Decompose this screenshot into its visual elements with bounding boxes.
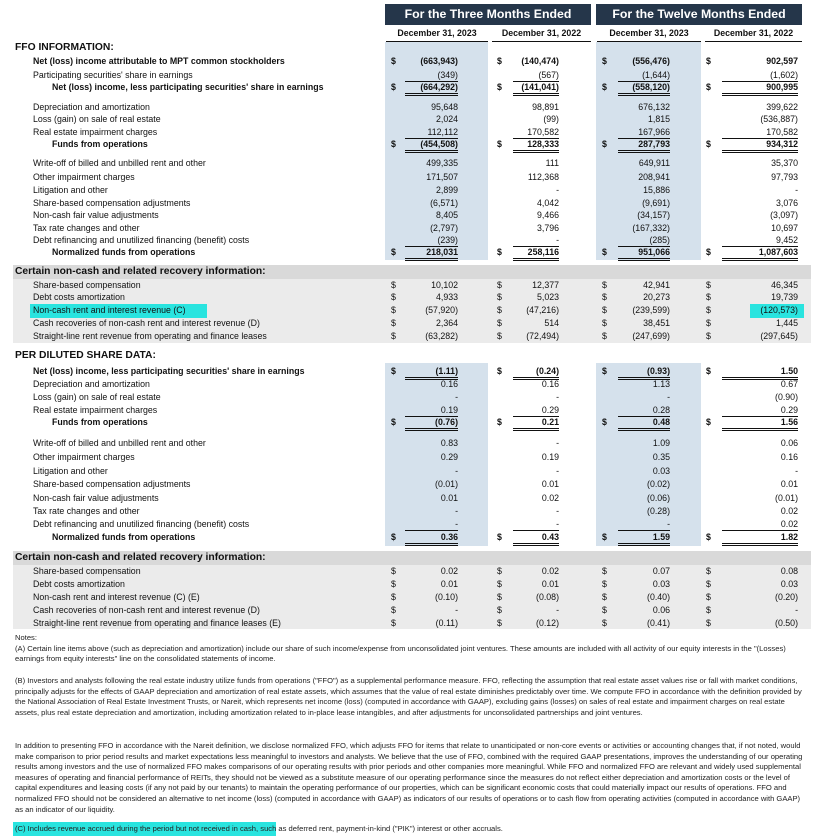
dollar-sign: $: [706, 618, 711, 628]
row-value: 0.43: [513, 532, 559, 546]
section-recovery-info-2: Certain non-cash and related recovery information:: [15, 552, 266, 563]
row-label: Participating securities' share in earnings: [33, 70, 193, 80]
row-value: -: [795, 466, 798, 476]
row-value: 0.02: [722, 519, 798, 531]
row-value: (34,157): [637, 210, 670, 220]
row-label: Normalized funds from operations: [52, 532, 196, 542]
dollar-sign: $: [391, 247, 396, 257]
row-value: (9,691): [642, 198, 670, 208]
row-value: 0.67: [780, 379, 798, 389]
row-value: -: [556, 605, 559, 615]
row-value: (47,216): [526, 305, 559, 315]
row-value: 4,933: [435, 292, 458, 302]
dollar-sign: $: [391, 280, 396, 290]
row-label: Net (loss) income attributable to MPT common stockholders: [33, 56, 285, 66]
row-value: 15,886: [643, 185, 670, 195]
row-value: (567): [513, 70, 559, 82]
dollar-sign: $: [391, 592, 396, 602]
row-value: 514: [544, 318, 559, 328]
row-value: 0.83: [440, 438, 458, 448]
row-value: 1.59: [618, 532, 670, 546]
dollar-sign: $: [497, 417, 502, 427]
dollar-sign: $: [391, 579, 396, 589]
dollar-sign: $: [602, 82, 607, 92]
row-value: -: [667, 392, 670, 402]
dollar-sign: $: [391, 56, 396, 66]
row-value: (0.24): [513, 366, 559, 380]
row-value: 0.28: [618, 405, 670, 417]
row-value: 1.82: [722, 532, 798, 546]
dollar-sign: $: [497, 280, 502, 290]
row-label: Non-cash rent and interest revenue (C) (E): [33, 592, 200, 602]
dollar-sign: $: [706, 366, 711, 376]
row-value: (0.06): [647, 493, 670, 503]
row-label: Litigation and other: [33, 185, 108, 195]
row-label: Net (loss) income, less participating securities' share in earnings: [52, 82, 324, 92]
row-label: Litigation and other: [33, 466, 108, 476]
row-value: (0.41): [647, 618, 670, 628]
row-value: (0.02): [647, 479, 670, 489]
dollar-sign: $: [391, 566, 396, 576]
row-value: 20,273: [643, 292, 670, 302]
row-value: (297,645): [760, 331, 798, 341]
row-value: 10,102: [431, 280, 458, 290]
row-value: (6,571): [430, 198, 458, 208]
header-twelve-months: For the Twelve Months Ended: [596, 4, 802, 25]
row-value: -: [556, 506, 559, 516]
dollar-sign: $: [706, 139, 711, 149]
row-value: 0.03: [652, 466, 670, 476]
row-value: 1.13: [652, 379, 670, 389]
row-value: 0.21: [513, 417, 559, 431]
row-value: (57,920): [425, 305, 458, 315]
note-b-block: [15, 676, 805, 718]
row-label: Debt costs amortization: [33, 579, 125, 589]
row-value: (454,508): [405, 139, 458, 153]
row-value: 95,648: [431, 102, 458, 112]
note-b: (B) Investors and analysts following the real estate industry utilize funds from operations ("FFO") as a supplemental performance measure. FFO, reflecting the assumption that real estate asset values rise or fall with market conditions, principally adjusts for the effects of GAAP depreciation and amortization of real estate assets, which assumes that the value of real estate diminishes predictably over time. We compute FFO in accordance with the definition provided by the National Association of Real Estate Investment Trusts, or Nareit, which represents net income (loss) (computed in accordance with GAAP), excluding gains (losses) on sales of real estate and impairment charges on real estate assets, plus real estate depreciation and amortization, including amortization related to in-place lease intangibles, and after adjustments for unconsolidated partnerships and joint ventures.: [15, 676, 802, 717]
dollar-sign: $: [391, 82, 396, 92]
dollar-sign: $: [602, 579, 607, 589]
row-value: 2,899: [435, 185, 458, 195]
row-label: Loss (gain) on sale of real estate: [33, 392, 161, 402]
note-ffo-block: [15, 741, 805, 815]
col-header-3: December 31, 2023: [597, 26, 701, 42]
row-value: -: [455, 392, 458, 402]
row-label: Real estate impairment charges: [33, 127, 158, 137]
row-value: 0.02: [780, 506, 798, 516]
row-value: 0.19: [405, 405, 458, 417]
row-label: Debt costs amortization: [33, 292, 125, 302]
row-value: (0.01): [775, 493, 798, 503]
row-value: (3,097): [770, 210, 798, 220]
row-label: Funds from operations: [52, 417, 148, 427]
row-value: 0.16: [440, 379, 458, 389]
dollar-sign: $: [706, 605, 711, 615]
row-value: 0.02: [541, 566, 559, 576]
row-value: 0.08: [780, 566, 798, 576]
row-label: Other impairment charges: [33, 452, 135, 462]
row-value: 0.03: [652, 579, 670, 589]
note-c-highlight: (C) Includes revenue accrued during the period but not received in cash,: [15, 824, 259, 833]
row-value: 0.29: [440, 452, 458, 462]
row-label: Loss (gain) on sale of real estate: [33, 114, 161, 124]
dollar-sign: $: [391, 417, 396, 427]
row-value: 35,370: [771, 158, 798, 168]
dollar-sign: $: [391, 139, 396, 149]
row-value: (0.76): [405, 417, 458, 431]
dollar-sign: $: [391, 532, 396, 542]
row-value: (141,041): [513, 82, 559, 96]
dollar-sign: $: [706, 292, 711, 302]
row-value: 0.02: [440, 566, 458, 576]
dollar-sign: $: [391, 292, 396, 302]
row-value: (0.90): [775, 392, 798, 402]
row-label: Share-based compensation adjustments: [33, 479, 191, 489]
row-value: 0.07: [652, 566, 670, 576]
row-value: (72,494): [526, 331, 559, 341]
row-value: (285): [618, 235, 670, 247]
dollar-sign: $: [706, 417, 711, 427]
row-value: -: [795, 605, 798, 615]
row-label: Straight-line rent revenue from operating and finance leases: [33, 331, 267, 341]
row-label: Debt refinancing and unutilized financing (benefit) costs: [33, 235, 250, 245]
row-value: -: [795, 185, 798, 195]
row-label: Write-off of billed and unbilled rent and other: [33, 438, 206, 448]
dollar-sign: $: [602, 318, 607, 328]
row-label: Share-based compensation: [33, 566, 141, 576]
dollar-sign: $: [602, 566, 607, 576]
dollar-sign: $: [706, 592, 711, 602]
row-label: Straight-line rent revenue from operating and finance leases (E): [33, 618, 281, 628]
row-value: 218,031: [405, 247, 458, 261]
row-value: 97,793: [771, 172, 798, 182]
row-value: 0.03: [780, 579, 798, 589]
dollar-sign: $: [706, 247, 711, 257]
row-value: -: [556, 466, 559, 476]
dollar-sign: $: [497, 305, 502, 315]
dollar-sign: $: [497, 331, 502, 341]
row-value: 0.19: [541, 452, 559, 462]
dollar-sign: $: [602, 247, 607, 257]
row-value: 1.56: [722, 417, 798, 431]
row-value: 0.06: [780, 438, 798, 448]
row-value: 902,597: [766, 56, 798, 66]
row-value: (0.01): [435, 479, 458, 489]
row-value: 399,622: [766, 102, 798, 112]
row-value: (0.08): [536, 592, 559, 602]
dollar-sign: $: [497, 318, 502, 328]
row-value: 649,911: [638, 158, 670, 168]
row-value: (1,644): [618, 70, 670, 82]
dollar-sign: $: [391, 305, 396, 315]
row-value: 112,112: [405, 127, 458, 139]
row-value: (0.10): [435, 592, 458, 602]
row-value: (0.40): [647, 592, 670, 602]
row-value: 0.01: [440, 493, 458, 503]
note-a: (A) Certain line items above (such as depreciation and amortization) include our share of such income/expense from unconsolidated joint ventures. These amounts are included with all activity of our equity interests in the "(Losses) earnings from equity interests" line on the consolidated statements of income.: [15, 643, 786, 664]
row-value: (0.12): [536, 618, 559, 628]
row-value: 4,042: [536, 198, 559, 208]
row-value: (120,573): [760, 305, 798, 315]
row-label: Depreciation and amortization: [33, 379, 150, 389]
row-label: Depreciation and amortization: [33, 102, 150, 112]
dollar-sign: $: [391, 605, 396, 615]
row-label: Normalized funds from operations: [52, 247, 196, 257]
row-value: -: [455, 466, 458, 476]
row-value: 1.09: [652, 438, 670, 448]
row-value: (239,599): [632, 305, 670, 315]
row-value: 46,345: [771, 280, 798, 290]
row-value: 287,793: [618, 139, 670, 153]
dollar-sign: $: [602, 56, 607, 66]
row-value: 3,076: [775, 198, 798, 208]
dollar-sign: $: [497, 292, 502, 302]
section-per-diluted-share: PER DILUTED SHARE DATA:: [15, 350, 156, 361]
row-value: 0.02: [541, 493, 559, 503]
dollar-sign: $: [497, 139, 502, 149]
row-value: 112,368: [527, 172, 559, 182]
row-label: Debt refinancing and unutilized financing (benefit) costs: [33, 519, 250, 529]
row-value: 170,582: [722, 127, 798, 139]
dollar-sign: $: [497, 566, 502, 576]
row-value: -: [618, 519, 670, 531]
row-value: (239): [405, 235, 458, 247]
row-value: (536,887): [760, 114, 798, 124]
row-value: 2,024: [435, 114, 458, 124]
row-value: 9,466: [536, 210, 559, 220]
notes-block: [15, 633, 805, 665]
row-value: -: [556, 438, 559, 448]
row-label: Cash recoveries of non-cash rent and interest revenue (D): [33, 318, 260, 328]
row-value: 900,995: [722, 82, 798, 96]
note-c-rest: such as deferred rent, payment-in-kind ("PIK") interest or other accruals.: [258, 824, 503, 833]
row-label: Share-based compensation: [33, 280, 141, 290]
dollar-sign: $: [706, 566, 711, 576]
row-label: Tax rate changes and other: [33, 506, 140, 516]
row-value: 0.16: [780, 452, 798, 462]
row-value: 19,739: [771, 292, 798, 302]
row-value: (2,797): [430, 223, 458, 233]
row-value: (99): [543, 114, 559, 124]
row-label: Cash recoveries of non-cash rent and interest revenue (D): [33, 605, 260, 615]
row-value: 10,697: [771, 223, 798, 233]
row-value: 0.29: [513, 405, 559, 417]
row-value: -: [513, 519, 559, 531]
dollar-sign: $: [391, 331, 396, 341]
dollar-sign: $: [602, 280, 607, 290]
row-value: 8,405: [435, 210, 458, 220]
row-value: 1.50: [722, 366, 798, 380]
row-value: 1,087,603: [722, 247, 798, 261]
row-value: 676,132: [638, 102, 670, 112]
row-label: Funds from operations: [52, 139, 148, 149]
dollar-sign: $: [706, 305, 711, 315]
row-value: (167,332): [632, 223, 670, 233]
dollar-sign: $: [706, 331, 711, 341]
row-value: 0.01: [780, 479, 798, 489]
row-value: 167,966: [618, 127, 670, 139]
dollar-sign: $: [602, 331, 607, 341]
row-value: (1.11): [405, 366, 458, 380]
row-label: Non-cash fair value adjustments: [33, 493, 159, 503]
dollar-sign: $: [497, 618, 502, 628]
row-value: 5,023: [536, 292, 559, 302]
dollar-sign: $: [706, 318, 711, 328]
dollar-sign: $: [497, 532, 502, 542]
col-header-1: December 31, 2023: [386, 26, 488, 42]
dollar-sign: $: [602, 592, 607, 602]
dollar-sign: $: [497, 56, 502, 66]
row-value: 170,582: [513, 127, 559, 139]
row-value: (663,943): [420, 56, 458, 66]
row-value: 0.01: [541, 579, 559, 589]
dollar-sign: $: [602, 417, 607, 427]
row-value: (0.50): [775, 618, 798, 628]
row-value: 1,445: [775, 318, 798, 328]
row-value: 499,335: [426, 158, 458, 168]
dollar-sign: $: [497, 247, 502, 257]
row-value: -: [513, 235, 559, 247]
dollar-sign: $: [706, 532, 711, 542]
row-value: -: [556, 185, 559, 195]
row-value: (664,292): [405, 82, 458, 96]
row-value: -: [455, 506, 458, 516]
dollar-sign: $: [706, 82, 711, 92]
row-value: 0.01: [541, 479, 559, 489]
section-ffo-information: FFO INFORMATION:: [15, 42, 114, 53]
dollar-sign: $: [602, 618, 607, 628]
row-value: 0.29: [722, 405, 798, 417]
dollar-sign: $: [497, 366, 502, 376]
dollar-sign: $: [602, 139, 607, 149]
row-value: 0.06: [652, 605, 670, 615]
dollar-sign: $: [391, 618, 396, 628]
dollar-sign: $: [602, 292, 607, 302]
row-value: -: [455, 605, 458, 615]
row-value: (63,282): [425, 331, 458, 341]
row-value: 951,066: [618, 247, 670, 261]
notes-title: Notes:: [15, 633, 37, 642]
dollar-sign: $: [497, 592, 502, 602]
row-value: (0.11): [435, 618, 458, 628]
row-label: Write-off of billed and unbilled rent and other: [33, 158, 206, 168]
row-value: (0.20): [775, 592, 798, 602]
row-value: 111: [545, 158, 559, 168]
row-value: (558,120): [618, 82, 670, 96]
row-value: 0.16: [541, 379, 559, 389]
row-value: 42,941: [643, 280, 670, 290]
row-value: 2,364: [435, 318, 458, 328]
row-value: 12,377: [532, 280, 559, 290]
row-value: 128,333: [513, 139, 559, 153]
row-value: 0.35: [652, 452, 670, 462]
dollar-sign: $: [391, 318, 396, 328]
row-label: Real estate impairment charges: [33, 405, 158, 415]
row-value: 208,941: [638, 172, 670, 182]
row-value: 1,815: [647, 114, 670, 124]
dollar-sign: $: [497, 605, 502, 615]
row-value: 934,312: [722, 139, 798, 153]
row-label: Net (loss) income, less participating securities' share in earnings: [33, 366, 305, 376]
dollar-sign: $: [391, 366, 396, 376]
row-label: Share-based compensation adjustments: [33, 198, 191, 208]
row-value: 38,451: [643, 318, 670, 328]
dollar-sign: $: [706, 56, 711, 66]
note-normalized-ffo: In addition to presenting FFO in accordance with the Nareit definition, we disclose normalized FFO, which adjusts FFO for items that relate to unanticipated or non-core events or activities or accounting changes that, if not noted, would make comparison to prior period results and market expectations less meaningful to investors and analysts. We believe that the use of FFO, combined with the required GAAP presentations, improves the understanding of our operating results among investors and the use of normalized FFO makes comparisons of our operating results with prior periods and other companies more meaningful. While FFO and normalized FFO are relevant and widely used supplemental measures of operating and financial performance of REITs, they should not be viewed as a substitute measure of our operating performance since the measures do not reflect either depreciation and amortization costs or the level of capital expenditures and leasing costs (if any not paid by our tenants) to maintain the operating performance of our properties, which can be significant economic costs that could materially impact our results of operations. FFO and normalized FFO should not be considered an alternative to net income (loss) (computed in accordance with GAAP) as indicators of our results of operations or to cash flow from operating activities (computed in accordance with GAAP) as an indicator of our liquidity.: [15, 741, 803, 814]
row-value: (247,699): [632, 331, 670, 341]
row-value: -: [405, 519, 458, 531]
row-value: (0.28): [647, 506, 670, 516]
note-c-block: [15, 824, 805, 835]
dollar-sign: $: [497, 82, 502, 92]
row-value: (0.93): [618, 366, 670, 380]
row-value: -: [556, 392, 559, 402]
row-value: (1,602): [722, 70, 798, 82]
row-value: 98,891: [532, 102, 559, 112]
row-label: Non-cash rent and interest revenue (C): [33, 305, 186, 315]
dollar-sign: $: [497, 579, 502, 589]
col-header-2: December 31, 2022: [492, 26, 591, 42]
row-value: (140,474): [521, 56, 559, 66]
dollar-sign: $: [706, 579, 711, 589]
dollar-sign: $: [602, 532, 607, 542]
header-three-months: For the Three Months Ended: [385, 4, 591, 25]
section-recovery-info-1: Certain non-cash and related recovery information:: [15, 266, 266, 277]
row-value: 0.01: [440, 579, 458, 589]
row-value: 9,452: [722, 235, 798, 247]
row-value: 0.48: [618, 417, 670, 431]
row-value: 3,796: [536, 223, 559, 233]
row-value: 171,507: [426, 172, 458, 182]
row-value: (349): [405, 70, 458, 82]
row-value: (556,476): [632, 56, 670, 66]
dollar-sign: $: [602, 305, 607, 315]
dollar-sign: $: [602, 605, 607, 615]
row-value: 0.36: [405, 532, 458, 546]
row-label: Tax rate changes and other: [33, 223, 140, 233]
row-value: 258,116: [513, 247, 559, 261]
row-label: Non-cash fair value adjustments: [33, 210, 159, 220]
col-header-4: December 31, 2022: [705, 26, 802, 42]
row-label: Other impairment charges: [33, 172, 135, 182]
dollar-sign: $: [706, 280, 711, 290]
dollar-sign: $: [602, 366, 607, 376]
